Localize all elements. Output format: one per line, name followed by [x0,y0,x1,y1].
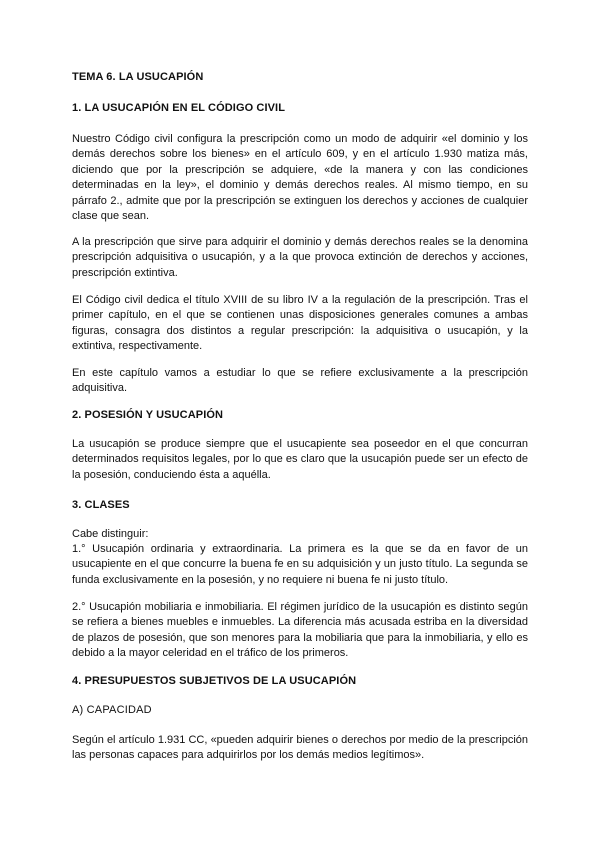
section-heading: 4. PRESUPUESTOS SUBJETIVOS DE LA USUCAPIÓN [72,675,357,687]
section-heading: 3. CLASES [72,499,130,511]
paragraph: Nuestro Código civil configura la prescripción como un modo de adquirir «el dominio y los demás derechos sobre los bienes» en el artículo 609, y en el artículo 1.930 matiza más, diciendo que por la prescripción se adquiere, «de la manera y con las condiciones determinadas en la ley», el dominio y demás derechos reales. Al mismo tiempo, en su párrafo 2., admite que por la prescripción se extinguen los derechos y acciones de cualquier clase que sean. [72,133,528,223]
paragraph: 1.° Usucapión ordinaria y extraordinaria. La primera es la que se da en favor de un usucapiente en el que concurre la buena fe en su adquisición y un justo título. La segunda se funda exclusivamente en la posesión, y no requiere ni buena fe ni justo título. [72,543,528,586]
subsection-heading: A) CAPACIDAD [72,704,152,716]
section-heading: 2. POSESIÓN Y USUCAPIÓN [72,409,224,421]
section-intro: Cabe distinguir: [72,528,149,540]
paragraph: El Código civil dedica el título XVIII de su libro IV a la regulación de la prescripción. Tras el primer capítulo, en el que se contienen unas disposiciones generales comunes a ambas figuras, consagra dos distintos a regular prescripción: la adquisitiva o usucapión, y la extintiva, respectivamente. [72,294,528,353]
paragraph: 2.° Usucapión mobiliaria e inmobiliaria. El régimen jurídico de la usucapión es distinto según se refiera a bienes muebles e inmuebles. La diferencia más acusada estriba en la diversidad de plazos de posesión, que son menores para la mobiliaria que para la inmobiliaria, y ello es debido a la mayor celeridad en el tráfico de los primeros. [72,601,528,660]
document-title: TEMA 6. LA USUCAPIÓN [72,71,204,83]
paragraph: La usucapión se produce siempre que el usucapiente sea poseedor en el que concurran determinados requisitos legales, por lo que es claro que la usucapión puede ser un efecto de la posesión, conduciendo ésta a aquélla. [72,438,528,481]
section-heading: 1. LA USUCAPIÓN EN EL CÓDIGO CIVIL [72,102,286,114]
paragraph: Según el artículo 1.931 CC, «pueden adquirir bienes o derechos por medio de la prescripción las personas capaces para adquirirlos por los demás medios legítimos». [72,734,528,762]
paragraph: En este capítulo vamos a estudiar lo que se refiere exclusivamente a la prescripción adquisitiva. [72,367,528,395]
paragraph: A la prescripción que sirve para adquirir el dominio y demás derechos reales se la denomina prescripción adquisitiva o usucapión, y a la que provoca extinción de derechos y acciones, prescripción extintiva. [72,236,528,279]
